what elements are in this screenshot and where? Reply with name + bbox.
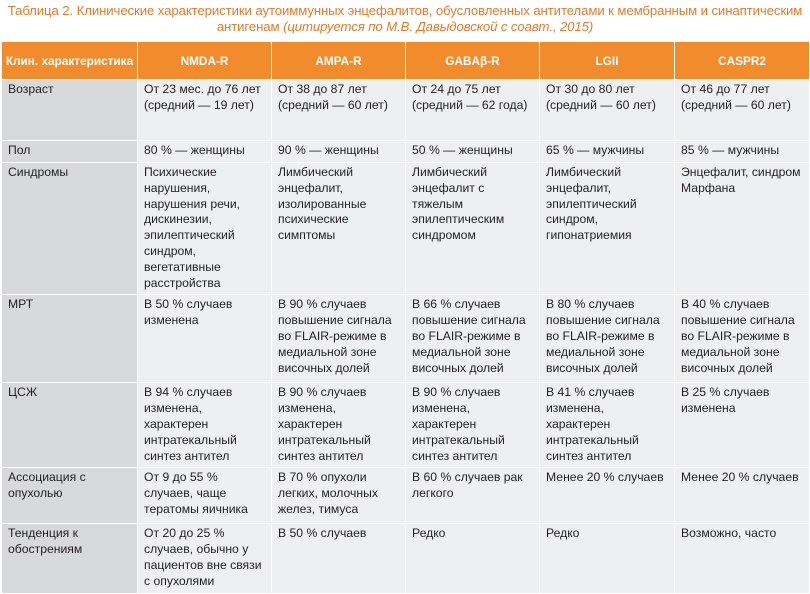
table-cell: От 9 до 55 % случаев, чаще тератомы яичника — [138, 468, 272, 524]
table-cell: От 23 мес. до 76 лет (средний — 19 лет) — [138, 80, 272, 141]
table-cell: Менее 20 % случаев — [540, 468, 675, 524]
table-cell: 65 % — мужчины — [540, 141, 675, 163]
table-cell: В 25 % случаев изменена — [675, 383, 810, 468]
row-label: Тенденция к обострениям — [2, 524, 138, 594]
table-row — [2, 468, 810, 524]
table-cell: 80 % — женщины — [138, 141, 272, 163]
table-cell: Возможно, часто — [675, 524, 810, 594]
table-row — [2, 80, 810, 141]
table-cell: В 40 % случаев повышение сигнала во FLAIR-режиме в медиальной зоне височных долей — [675, 295, 810, 383]
column-header: CASPR2 — [675, 42, 810, 80]
table-cell: Лимбический энцефалит, изолированные психические симптомы — [272, 163, 406, 295]
table-cell: В 60 % случаев рак легкого — [406, 468, 540, 524]
table-cell: Редко — [406, 524, 540, 594]
table-row — [2, 141, 810, 163]
table-cell: Менее 20 % случаев — [675, 468, 810, 524]
table-row — [2, 295, 810, 383]
column-header: LGII — [540, 42, 675, 80]
table-cell: В 66 % случаев повышение сигнала во FLAIR-режиме в медиальной зоне височных долей — [406, 295, 540, 383]
table-cell: Лимбический энцефалит, эпилептический синдром, гипонатриемия — [540, 163, 675, 295]
row-label: МРТ — [2, 295, 138, 383]
table-row — [2, 163, 810, 295]
header-row — [2, 42, 810, 80]
table-cell: От 46 до 77 лет (средний — 60 лет) — [675, 80, 810, 141]
data-table — [1, 41, 810, 594]
table-cell: От 38 до 87 лет (средний — 60 лет) — [272, 80, 406, 141]
table-cell: Редко — [540, 524, 675, 594]
table-cell: В 94 % случаев изменена, характерен интратекальный синтез антител — [138, 383, 272, 468]
table-cell: В 80 % случаев повышение сигнала во FLAIR-режиме в медиальной зоне височных долей — [540, 295, 675, 383]
caption-citation: (цитируется по М.В. Давыдовской с соавт., 2015) — [283, 19, 594, 34]
table-cell: 85 % — мужчины — [675, 141, 810, 163]
table-row — [2, 383, 810, 468]
table-cell: В 50 % случаев изменена — [138, 295, 272, 383]
row-label: ЦСЖ — [2, 383, 138, 468]
column-header: Клин. характеристика — [2, 42, 138, 80]
table-cell: 50 % — женщины — [406, 141, 540, 163]
table-cell: В 90 % случаев изменена, характерен интратекальный синтез антител — [406, 383, 540, 468]
table-cell: Энцефалит, синдром Марфана — [675, 163, 810, 295]
table-cell: В 70 % опухоли легких, молочных желез, тимуса — [272, 468, 406, 524]
row-label: Возраст — [2, 80, 138, 141]
table-cell: В 41 % случаев изменена, характерен интратекальный синтез антител — [540, 383, 675, 468]
table-cell: От 24 до 75 лет (средний — 62 года) — [406, 80, 540, 141]
column-header: AMPA-R — [272, 42, 406, 80]
table-cell: В 50 % случаев — [272, 524, 406, 594]
row-label: Синдромы — [2, 163, 138, 295]
table-cell: От 30 до 80 лет (средний — 60 лет) — [540, 80, 675, 141]
caption-title: Таблица 2. Клинические характеристики аутоиммунных энцефалитов, обусловленных антителами к мембранным и синаптическим антигенам — [7, 3, 803, 34]
table-row — [2, 524, 810, 594]
table-cell: 90 % — женщины — [272, 141, 406, 163]
table-cell: В 90 % случаев изменена, характерен интратекальный синтез антител — [272, 383, 406, 468]
row-label: Ассоциация с опухолью — [2, 468, 138, 524]
table-cell: В 90 % случаев повышение сигнала во FLAIR-режиме в медиальной зоне височных долей — [272, 295, 406, 383]
table-cell: От 20 до 25 % случаев, обычно у пациентов вне связи с опухолями — [138, 524, 272, 594]
row-label: Пол — [2, 141, 138, 163]
table-cell: Психические нарушения, нарушения речи, дискинезии, эпилептический синдром, вегетативные расстройства — [138, 163, 272, 295]
column-header: GABAβ-R — [406, 42, 540, 80]
table-cell: Лимбический энцефалит с тяжелым эпилептическим синдромом — [406, 163, 540, 295]
column-header: NMDA-R — [138, 42, 272, 80]
table-caption — [0, 0, 810, 40]
